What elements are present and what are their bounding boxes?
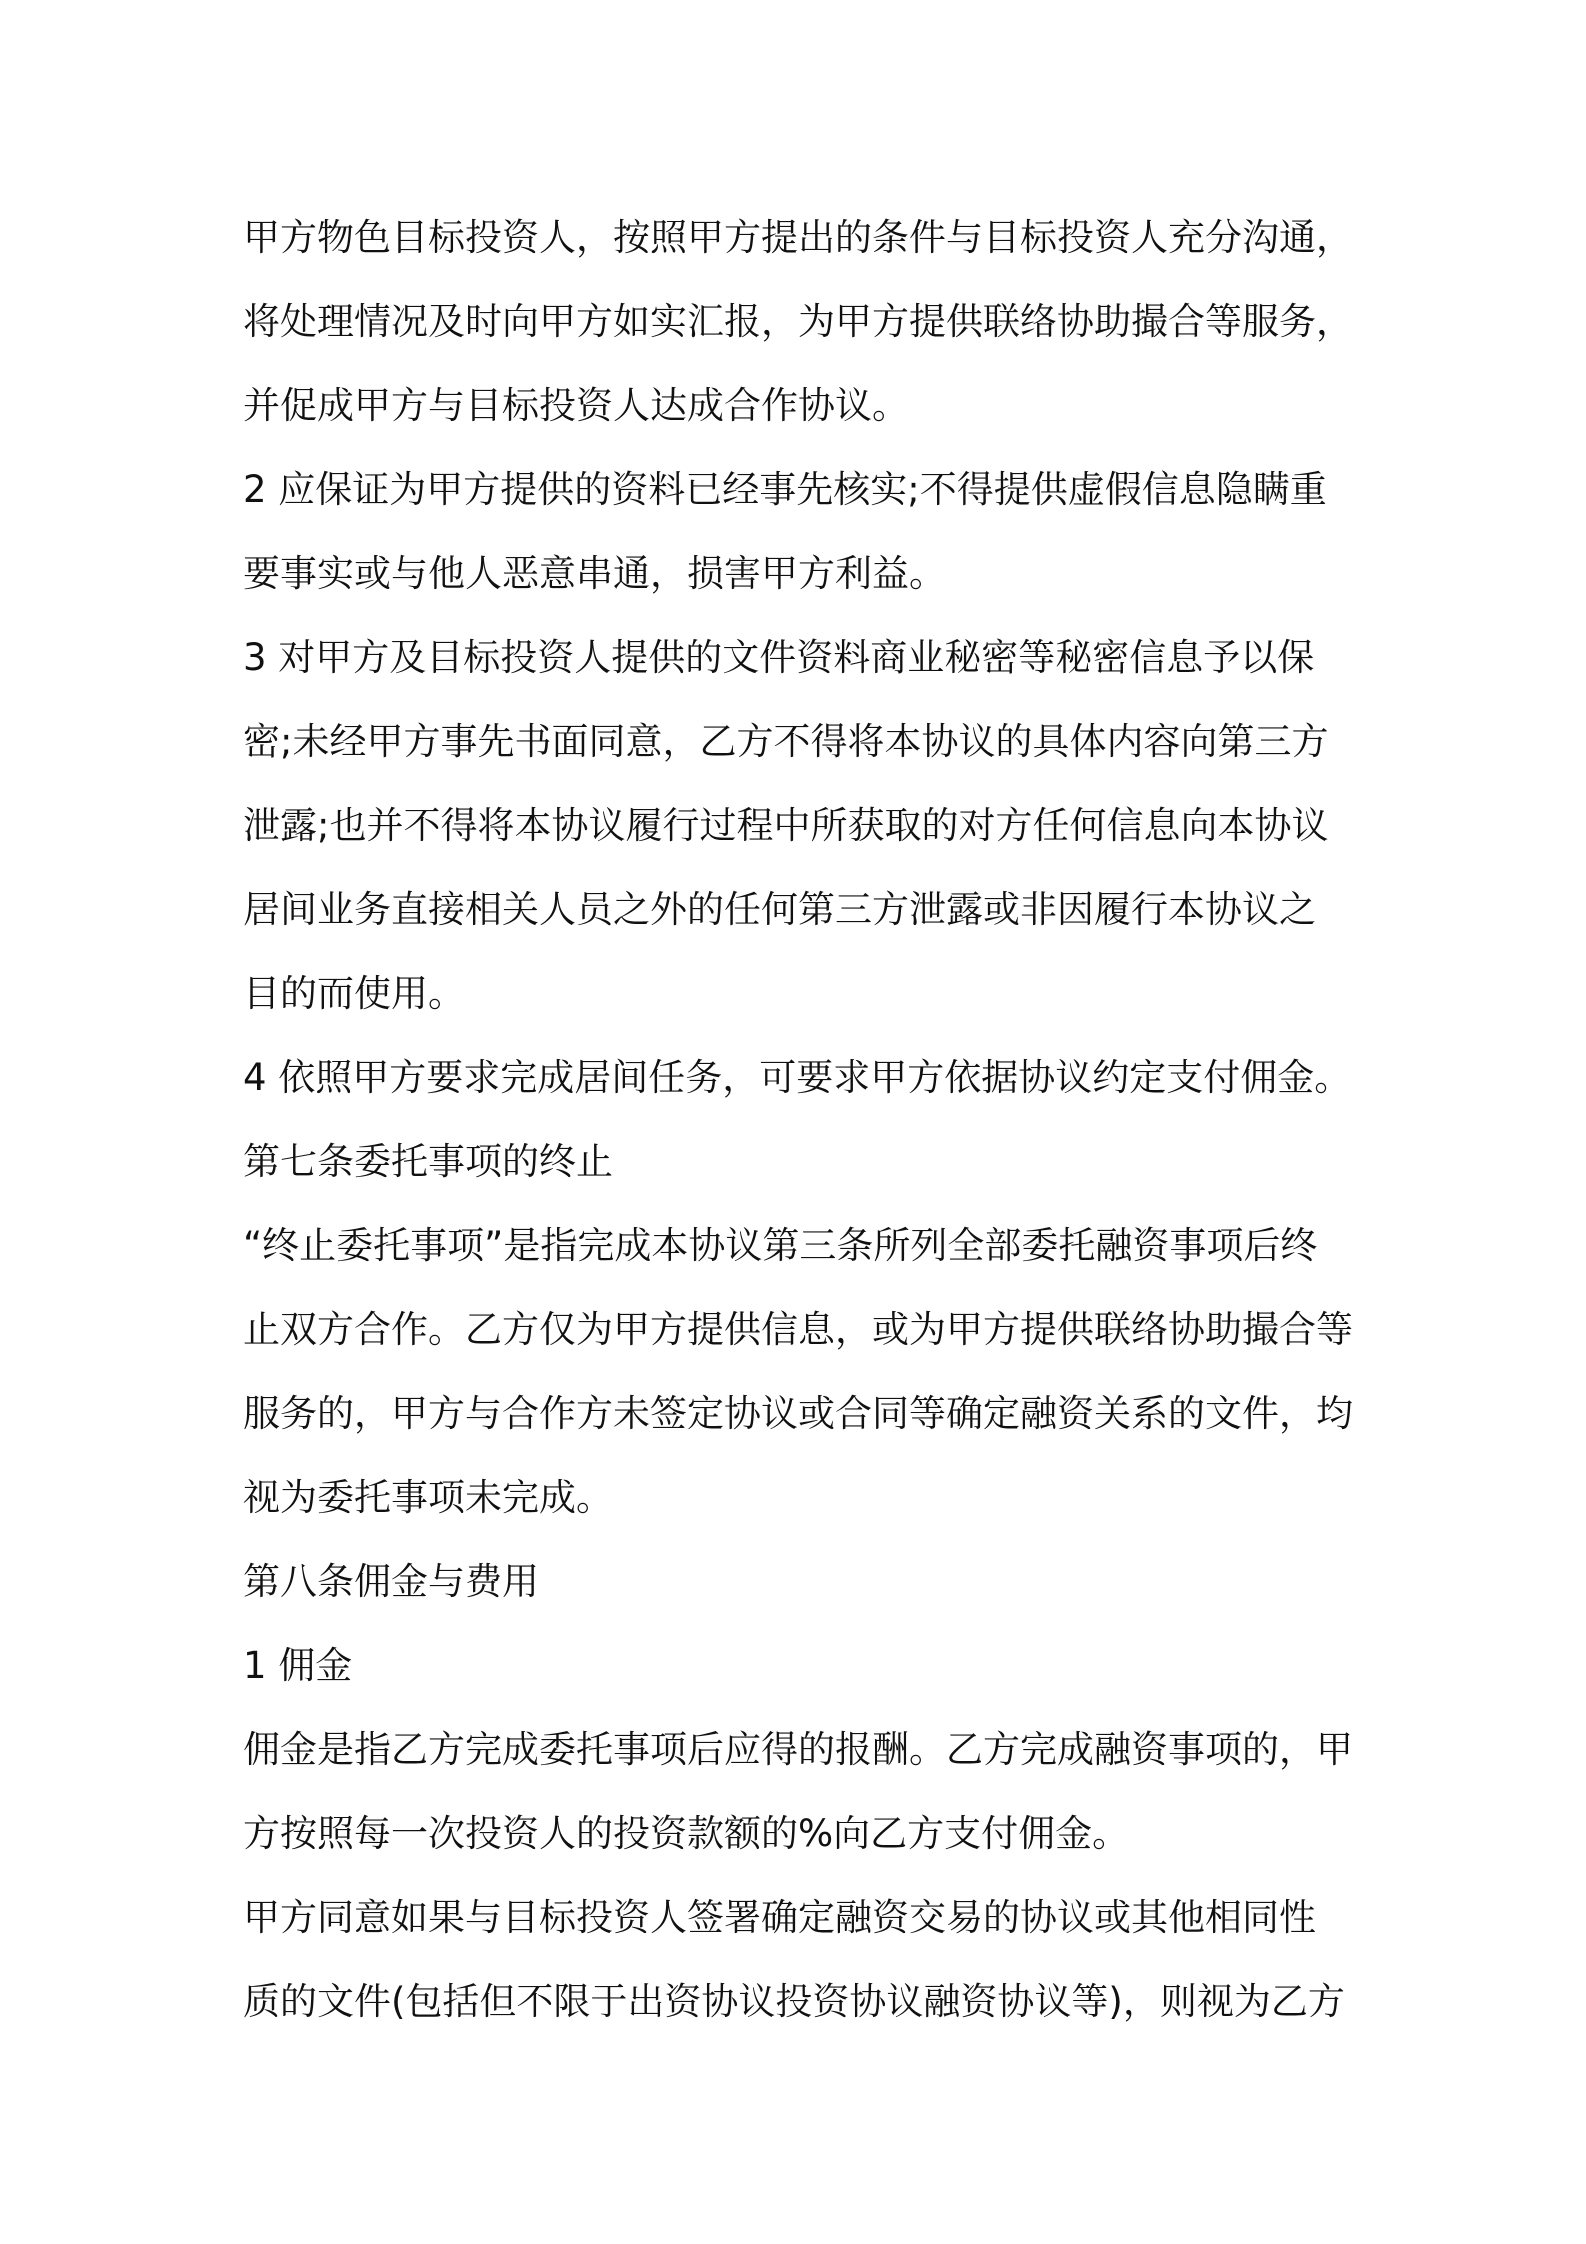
clause-4-line: 4 依照甲方要求完成居间任务，可要求甲方依据协议约定支付佣金。 <box>243 1056 1352 1099</box>
clause-3-line: 3 对甲方及目标投资人提供的文件资料商业秘密等秘密信息予以保 <box>243 636 1315 679</box>
text-line: 质的文件(包括但不限于出资协议投资协议融资协议等)，则视为乙方 <box>243 1980 1345 2023</box>
text-line: 将处理情况及时向甲方如实汇报，为甲方提供联络协助撮合等服务， <box>243 300 1353 343</box>
text-line: 要事实或与他人恶意串通，损害甲方利益。 <box>243 552 946 595</box>
text-line: “终止委托事项”是指完成本协议第三条所列全部委托融资事项后终 <box>243 1224 1318 1267</box>
text-line: 视为委托事项未完成。 <box>243 1476 613 1519</box>
text-line: 甲方物色目标投资人，按照甲方提出的条件与目标投资人充分沟通， <box>243 216 1353 259</box>
document-body <box>243 196 1363 2044</box>
text-line: 止双方合作。乙方仅为甲方提供信息，或为甲方提供联络协助撮合等 <box>243 1308 1353 1351</box>
text-line: 居间业务直接相关人员之外的任何第三方泄露或非因履行本协议之 <box>243 888 1316 931</box>
text-line: 方按照每一次投资人的投资款额的%向乙方支付佣金。 <box>243 1812 1130 1855</box>
text-line: 泄露;也并不得将本协议履行过程中所获取的对方任何信息向本协议 <box>243 804 1329 847</box>
sub-heading-commission: 1 佣金 <box>243 1644 353 1687</box>
text-line: 密;未经甲方事先书面同意，乙方不得将本协议的具体内容向第三方 <box>243 720 1329 763</box>
text-line: 并促成甲方与目标投资人达成合作协议。 <box>243 384 909 427</box>
text-line: 佣金是指乙方完成委托事项后应得的报酬。乙方完成融资事项的，甲 <box>243 1728 1353 1771</box>
article-8-heading: 第八条佣金与费用 <box>243 1560 539 1603</box>
clause-2-line: 2 应保证为甲方提供的资料已经事先核实;不得提供虚假信息隐瞒重 <box>243 468 1327 511</box>
text-line: 目的而使用。 <box>243 972 465 1015</box>
article-7-heading: 第七条委托事项的终止 <box>243 1140 613 1183</box>
text-line: 甲方同意如果与目标投资人签署确定融资交易的协议或其他相同性 <box>243 1896 1316 1939</box>
text-line: 服务的，甲方与合作方未签定协议或合同等确定融资关系的文件，均 <box>243 1392 1353 1435</box>
